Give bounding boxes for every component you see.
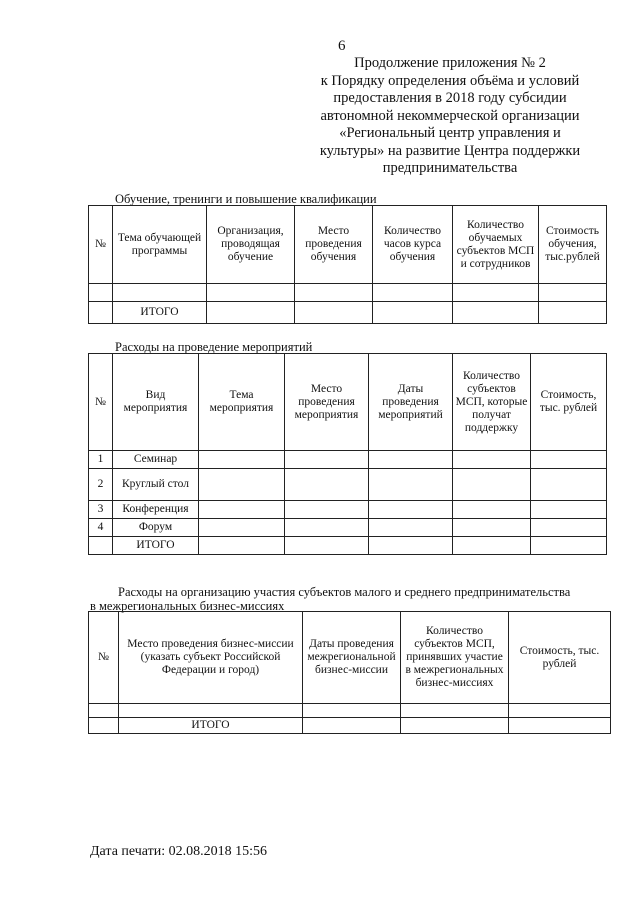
col-header-event-subjects: Количество субъектов МСП, которые получат поддержку xyxy=(453,354,531,451)
page-number: 6 xyxy=(338,38,346,54)
total-row xyxy=(89,302,607,324)
table-row xyxy=(89,451,607,469)
print-date: Дата печати: 02.08.2018 15:56 xyxy=(90,844,268,859)
col-header-num: № xyxy=(89,206,113,284)
header-line: Продолжение приложения № 2 xyxy=(354,55,546,71)
col-header-event-dates: Даты проведения мероприятий xyxy=(369,354,453,451)
training-table xyxy=(88,205,607,324)
col-header-place: Место проведения обучения xyxy=(295,206,373,284)
total-row xyxy=(89,718,611,734)
col-header-mission-dates: Даты проведения межрегиональной бизнес-миссии xyxy=(303,612,401,704)
document-header xyxy=(285,55,615,178)
col-header-mission-cost: Стоимость, тыс. рублей xyxy=(509,612,611,704)
section1-caption: Обучение, тренинги и повышение квалификации xyxy=(115,192,377,206)
col-header-num: № xyxy=(89,354,113,451)
header-line: к Порядку определения объёма и условий xyxy=(320,72,580,89)
row-event-type: Конференция xyxy=(113,501,199,519)
total-label: ИТОГО xyxy=(113,302,207,324)
col-header-cost: Стоимость обучения, тыс.рублей xyxy=(539,206,607,284)
col-header-organization: Организация, проводящая обучение xyxy=(207,206,295,284)
row-num: 4 xyxy=(89,519,113,537)
row-num: 2 xyxy=(89,469,113,501)
total-label: ИТОГО xyxy=(113,537,199,555)
col-header-num: № xyxy=(89,612,119,704)
row-num: 3 xyxy=(89,501,113,519)
col-header-trainees: Количество обучаемых субъектов МСП и сотрудников xyxy=(453,206,539,284)
table-row xyxy=(89,704,611,718)
header-line: культуры» на развитие Центра поддержки xyxy=(319,142,581,159)
table-row xyxy=(89,519,607,537)
section3-caption-line2: в межрегиональных бизнес-миссиях xyxy=(90,599,285,613)
col-header-mission-place: Место проведения бизнес-миссии (указать субъект Российской Федерации и город) xyxy=(119,612,303,704)
header-line: автономной некоммерческой организации xyxy=(320,107,580,124)
header-line: «Региональный центр управления и xyxy=(339,125,561,141)
table-row xyxy=(89,284,607,302)
header-line: предпринимательства xyxy=(382,160,518,176)
table-row xyxy=(89,469,607,501)
total-label: ИТОГО xyxy=(119,718,303,734)
col-header-event-topic: Тема мероприятия xyxy=(199,354,285,451)
header-line: предоставления в 2018 году субсидии xyxy=(333,90,567,106)
section2-caption: Расходы на проведение мероприятий xyxy=(115,340,313,354)
events-table xyxy=(88,353,607,555)
col-header-event-place: Место проведения мероприятия xyxy=(285,354,369,451)
col-header-event-cost: Стоимость, тыс. рублей xyxy=(531,354,607,451)
col-header-mission-subjects: Количество субъектов МСП, принявших участие в межрегиональных бизнес-миссиях xyxy=(401,612,509,704)
row-event-type: Форум xyxy=(113,519,199,537)
row-event-type: Семинар xyxy=(113,451,199,469)
total-row xyxy=(89,537,607,555)
table-row xyxy=(89,501,607,519)
col-header-hours: Количество часов курса обучения xyxy=(373,206,453,284)
missions-table xyxy=(88,611,611,734)
section3-caption-line1: Расходы на организацию участия субъектов малого и среднего предпринимательства xyxy=(118,585,571,599)
col-header-program: Тема обучающей программы xyxy=(113,206,207,284)
col-header-event-type: Вид мероприятия xyxy=(113,354,199,451)
row-num: 1 xyxy=(89,451,113,469)
row-event-type: Круглый стол xyxy=(113,469,199,501)
